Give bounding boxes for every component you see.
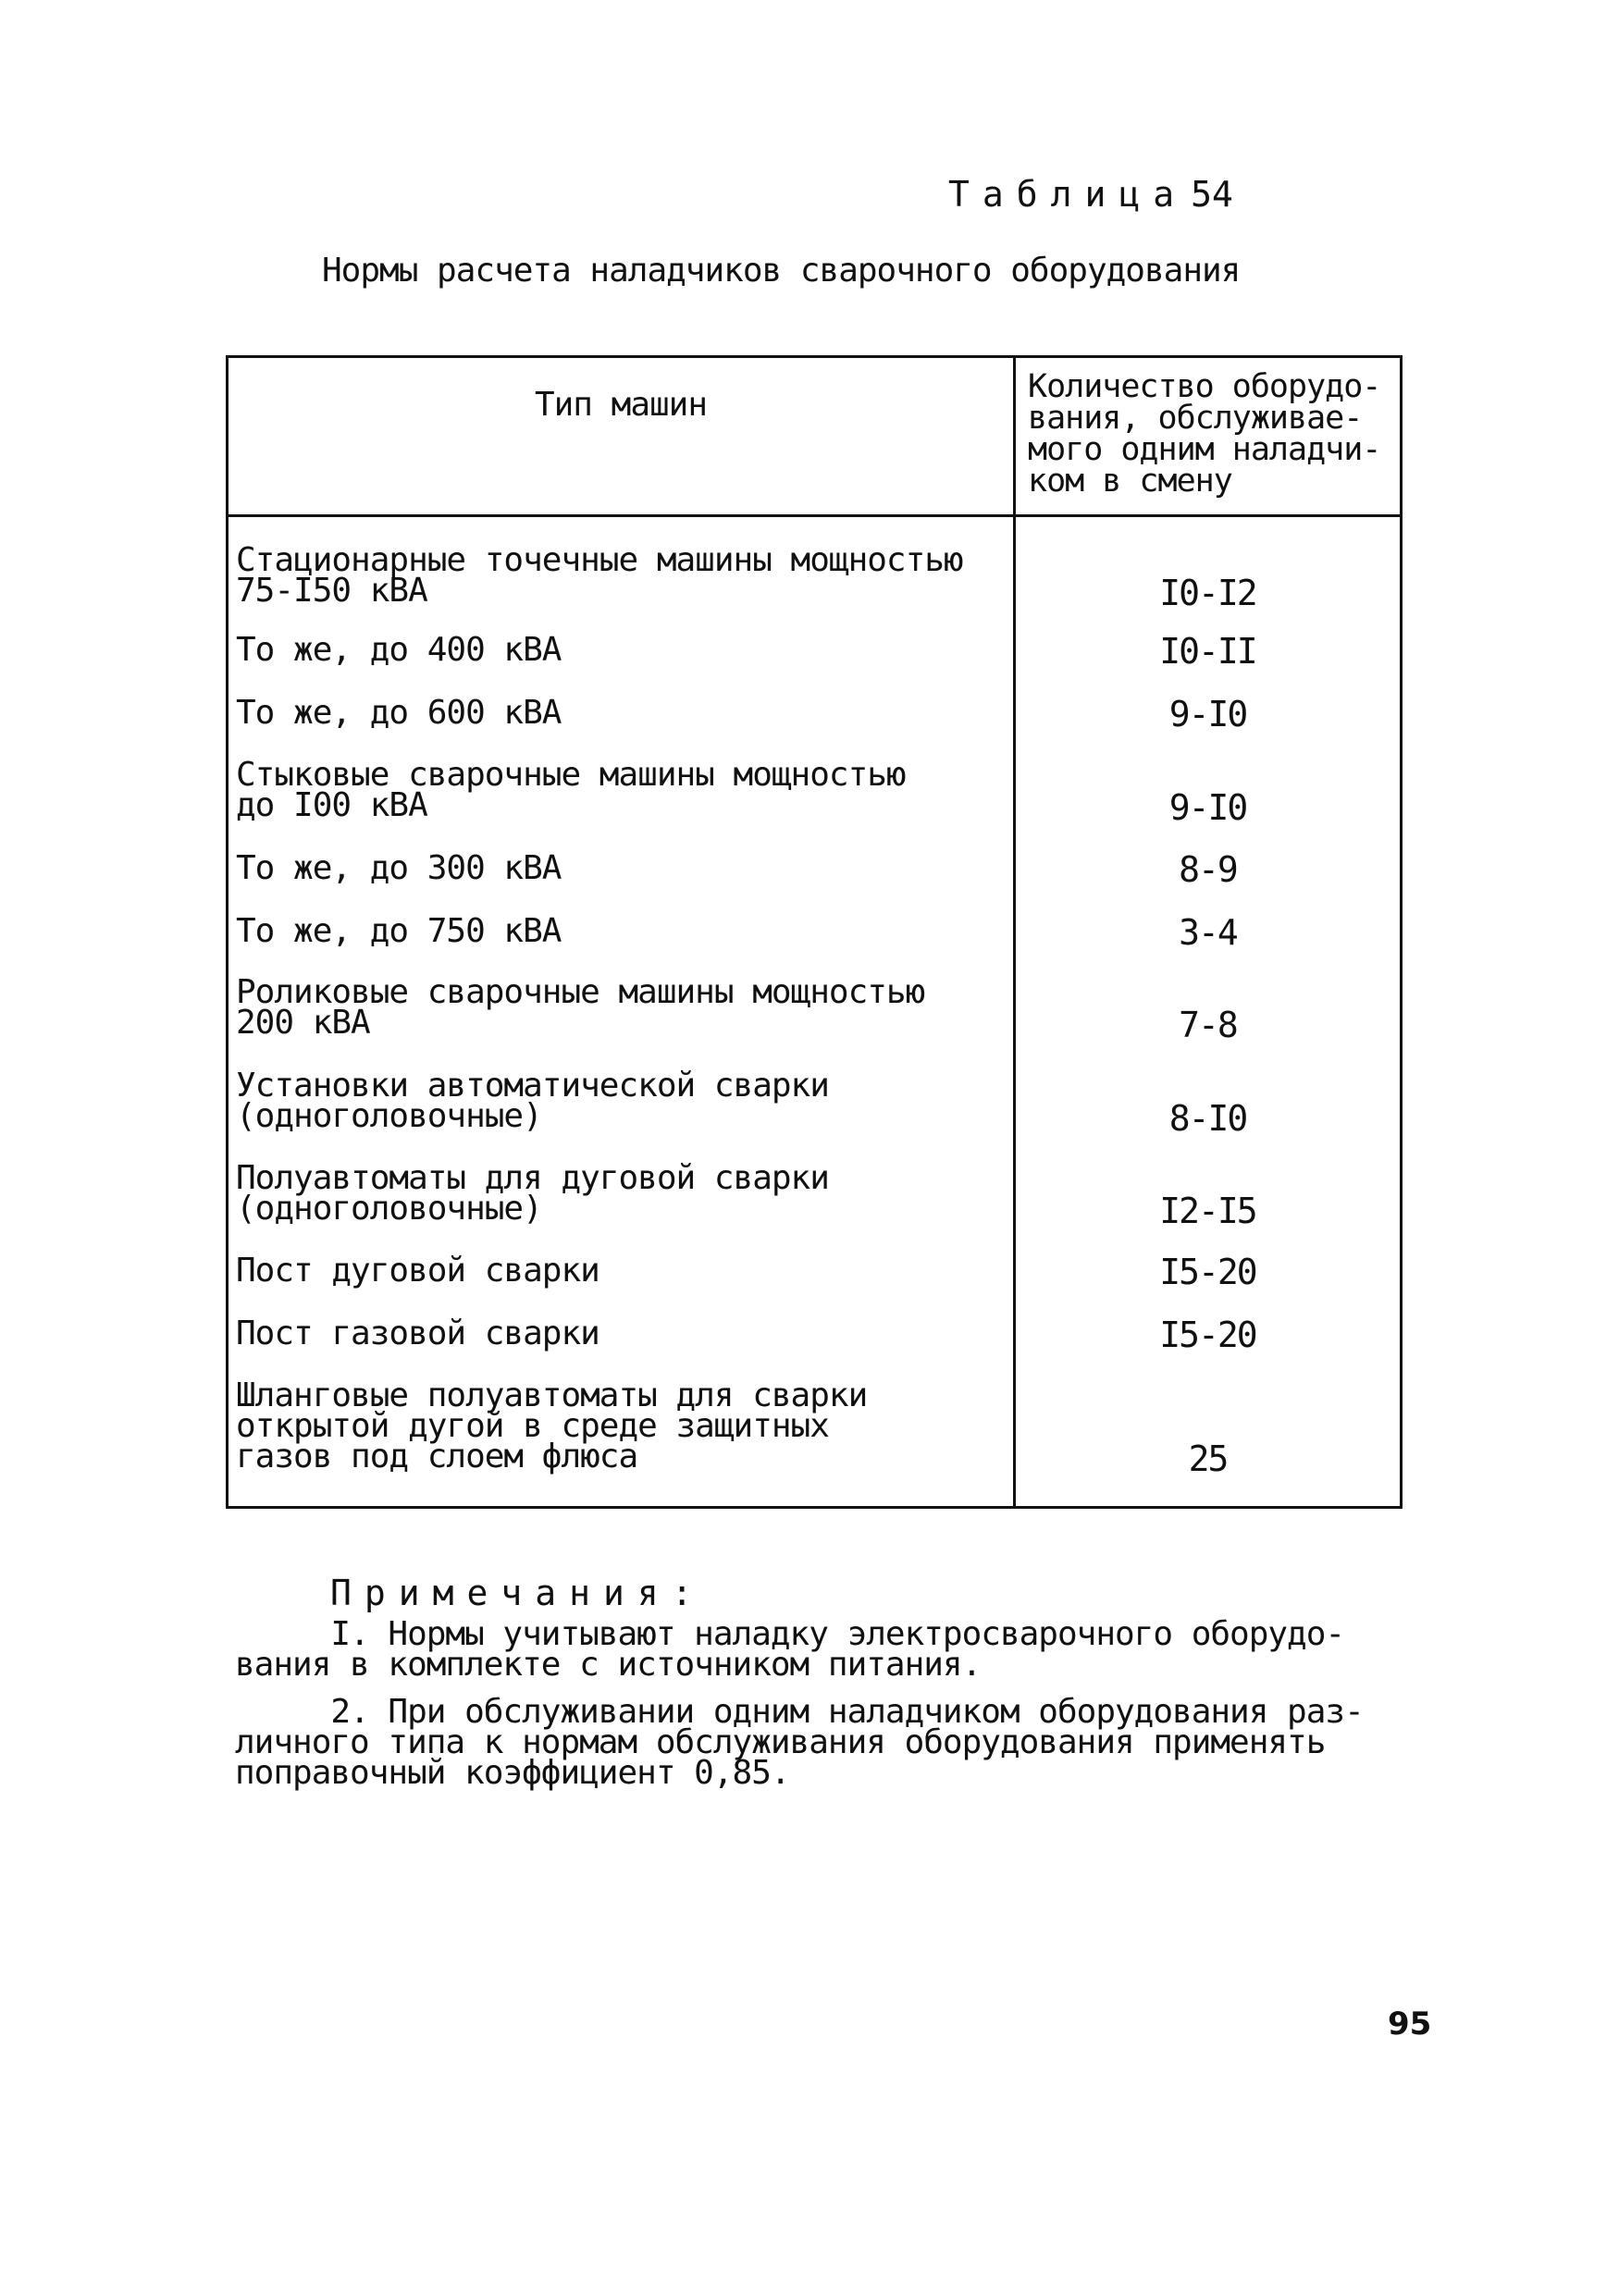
equipment-count-cell: 8-I0 xyxy=(1168,1098,1247,1139)
machine-type-cell: Пост дуговой сварки xyxy=(236,1252,599,1290)
equipment-count-cell: 9-I0 xyxy=(1168,787,1247,828)
machine-type-cell: Пост газовой сварки xyxy=(236,1315,599,1352)
note-item: 2. При обслуживании одним наладчиком оборудования раз- личного типа к нормам обслуживания оборудования применять поправочный коэффициент 0,85. xyxy=(235,1693,1364,1792)
machine-type-cell: Полуавтоматы для дуговой сварки (одноголовочные) xyxy=(236,1159,829,1228)
equipment-count-cell: 9-I0 xyxy=(1168,694,1247,734)
table-number: 54 xyxy=(1191,174,1233,215)
machine-type-cell: Шланговые полуавтоматы для сварки открытой дугой в среде защитных газов под слоем флюса xyxy=(236,1376,868,1475)
equipment-count-cell: 3-4 xyxy=(1179,912,1237,953)
equipment-count-cell: I0-II xyxy=(1159,631,1256,672)
machine-type-cell: Стационарные точечные машины мощностью 75-I50 кВА xyxy=(236,541,963,610)
note-item: I. Нормы учитывают наладку электросварочного оборудо- вания в комплекте с источником питания. xyxy=(235,1615,1345,1684)
equipment-count-cell: I2-I5 xyxy=(1159,1191,1256,1231)
machine-type-cell: То же, до 300 кВА xyxy=(236,849,562,887)
column-header-type: Тип машин xyxy=(534,386,708,424)
machine-type-cell: Установки автоматической сварки (одноголовочные) xyxy=(236,1067,829,1135)
table-caption: Нормы расчета наладчиков сварочного оборудования xyxy=(322,252,1241,290)
page-number: 95 xyxy=(1388,2006,1432,2043)
equipment-count-cell: I5-20 xyxy=(1159,1315,1256,1355)
equipment-count-cell: 7-8 xyxy=(1179,1005,1237,1045)
column-header-count: Количество оборудо- вания, обслуживае- мого одним наладчи- ком в смену xyxy=(1028,368,1381,500)
machine-type-cell: То же, до 600 кВА xyxy=(236,694,562,732)
machine-type-cell: То же, до 400 кВА xyxy=(236,631,562,669)
notes-title: Примечания: xyxy=(330,1573,706,1613)
machine-type-cell: То же, до 750 кВА xyxy=(236,912,562,950)
machine-type-cell: Роликовые сварочные машины мощностью 200 кВА xyxy=(236,973,925,1042)
equipment-count-cell: I0-I2 xyxy=(1159,573,1256,613)
equipment-count-cell: 8-9 xyxy=(1179,849,1237,890)
table-label-word: Таблица xyxy=(948,174,1188,215)
header-divider xyxy=(229,514,1400,517)
equipment-count-cell: I5-20 xyxy=(1159,1252,1256,1292)
equipment-count-cell: 25 xyxy=(1188,1438,1228,1479)
norms-table xyxy=(226,355,1403,1509)
table-label xyxy=(948,174,1233,215)
machine-type-cell: Стыковые сварочные машины мощностью до I00 кВА xyxy=(236,756,906,824)
